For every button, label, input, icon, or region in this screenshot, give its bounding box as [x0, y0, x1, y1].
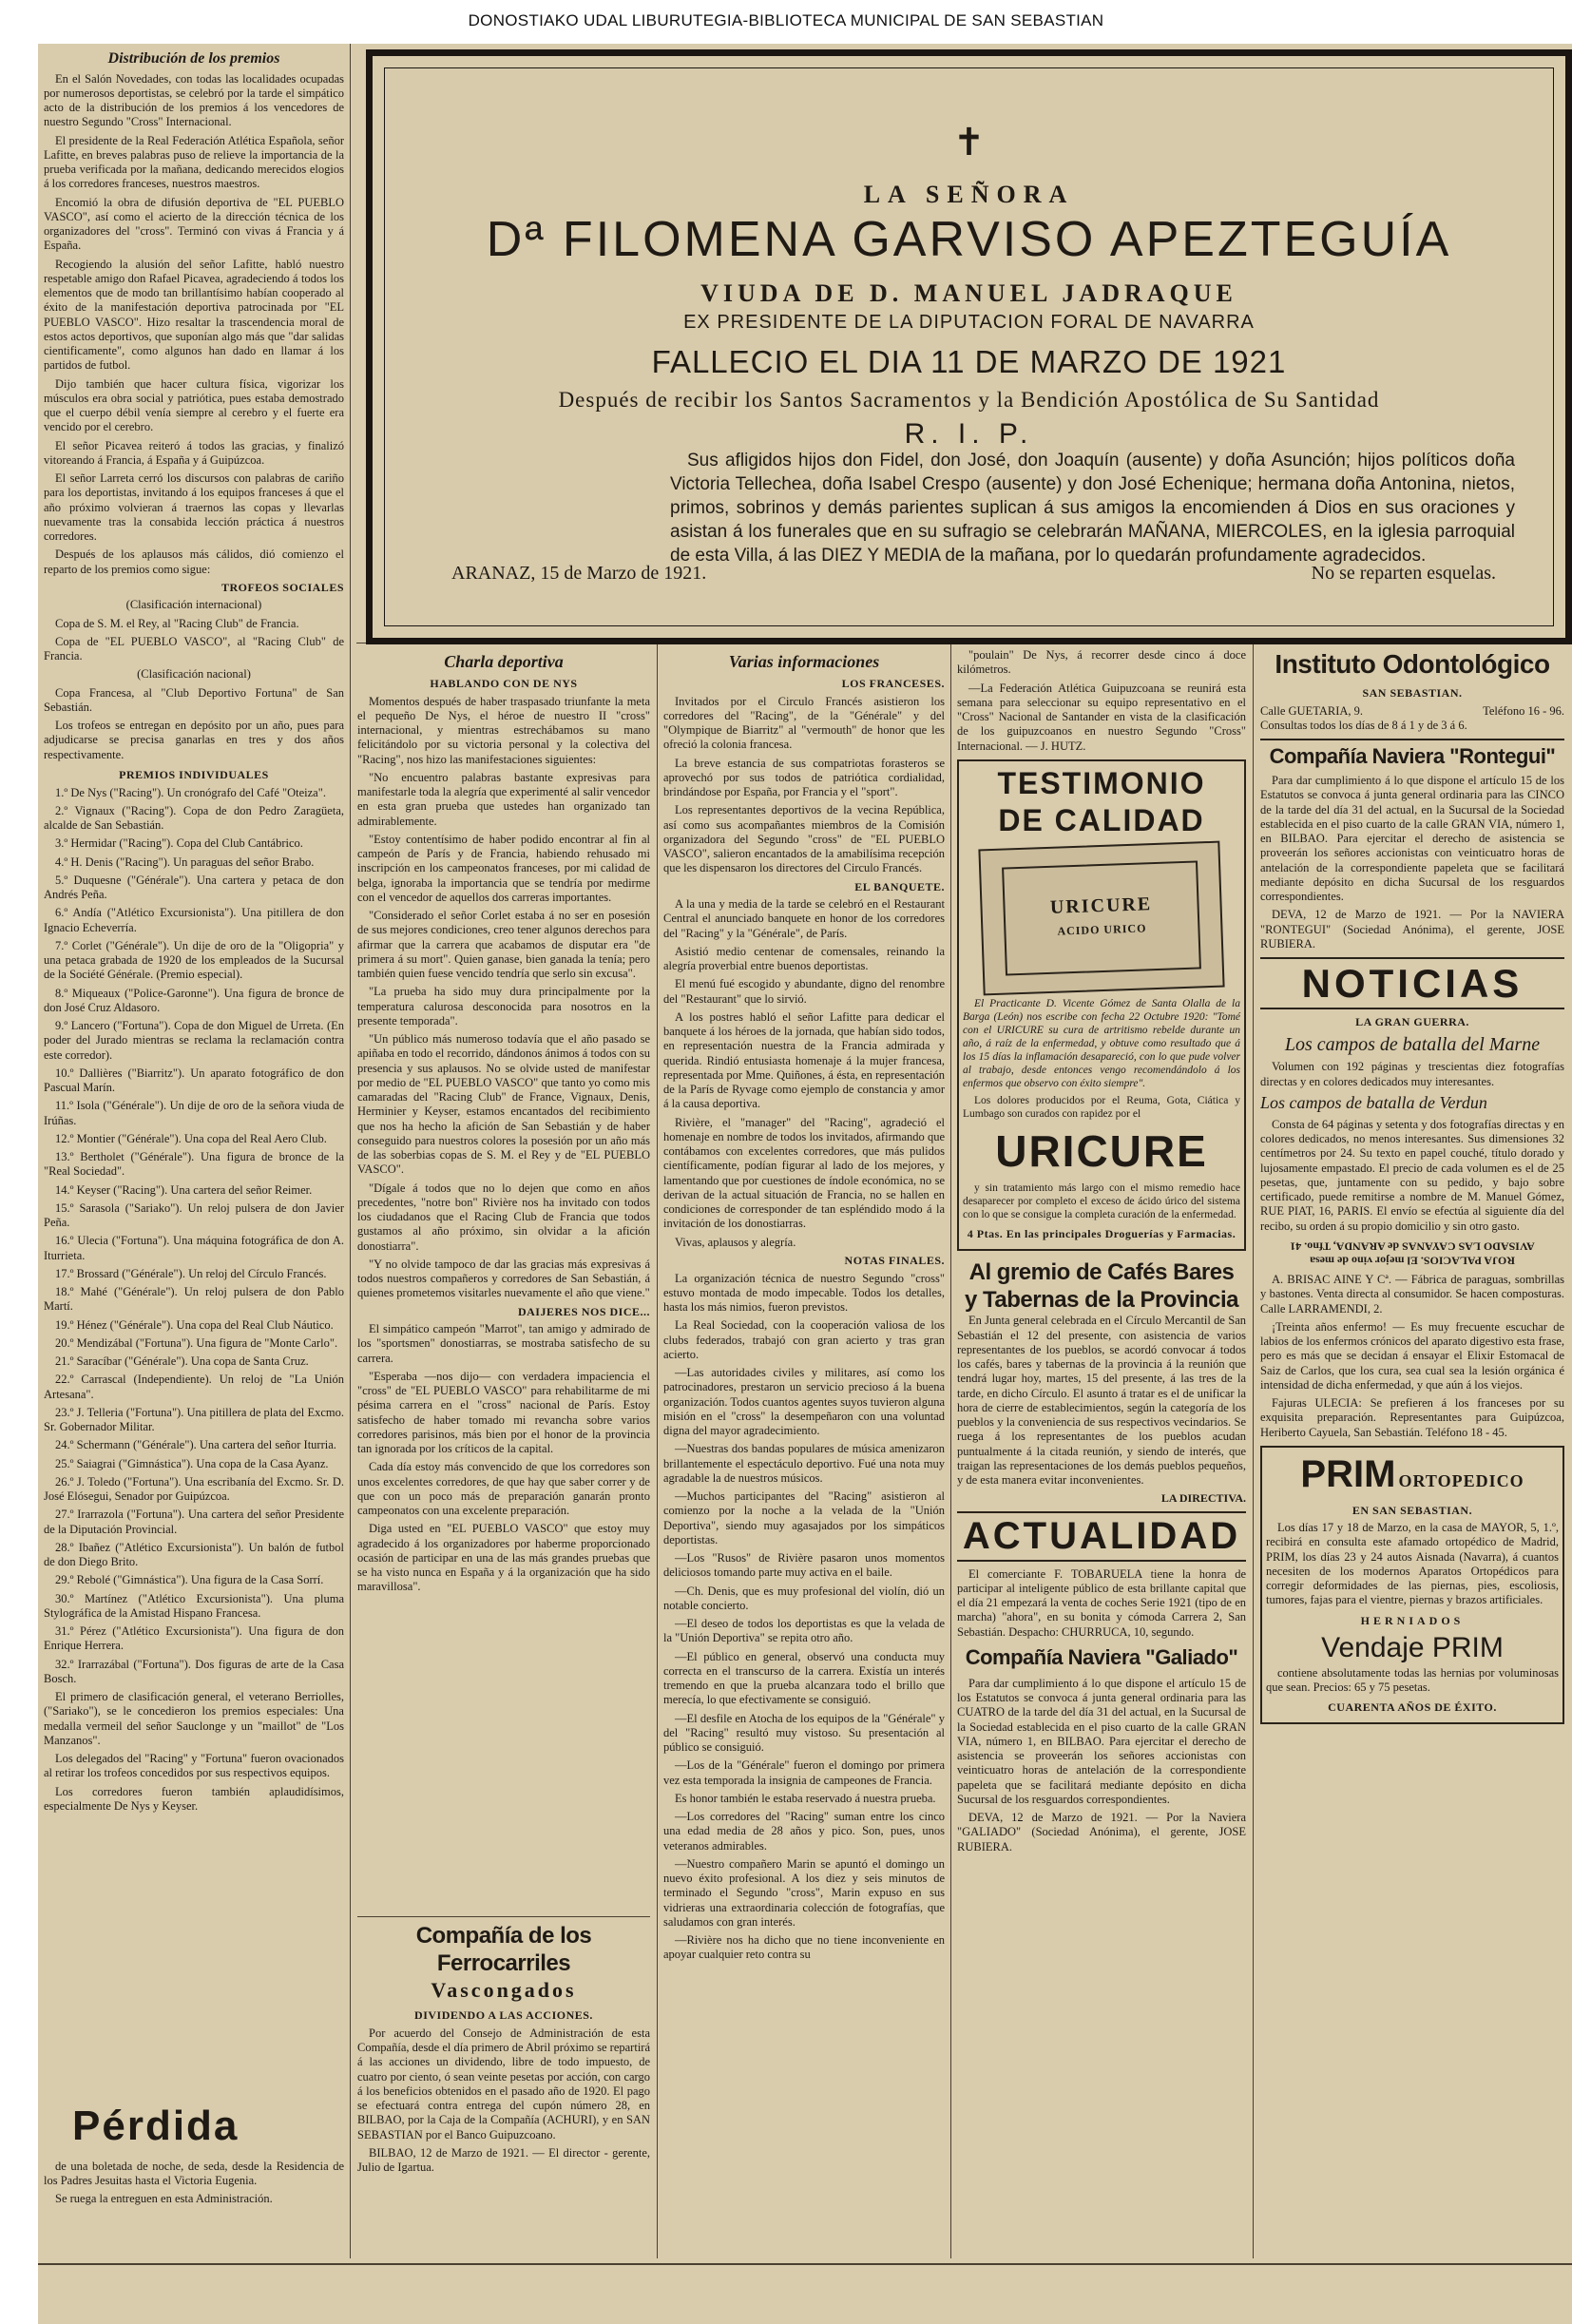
paragraph: El presidente de la Real Federación Atlética Española, señor Lafitte, en breves palabras puso de relieve la importancia de la prueba verificada por la mañana, dedicando merecidos elogios á los corredores franceses, nuestros maestros.: [44, 133, 344, 191]
paragraph: Los representantes deportivos de la vecina República, así como sus acompañantes miembros de la Comisión organizadora del Segundo "cross" de "EL PUEBLO VASCO", salieron encantados de la amabilísima recepción que les dispensaron los directores del Circulo Francés.: [663, 803, 945, 875]
obituary-frame: [384, 67, 1554, 626]
paragraph: —El desfile en Atocha de los equipos de la "Générale" y del "Racing" resultó muy vistoso. Su presentación al público se consiguió.: [663, 1711, 945, 1755]
subheading-banquete: EL BANQUETE.: [854, 879, 945, 893]
prize-item: 6.º Andía ("Atlético Excursionista"). Una pitillera de don Ignacio Echeverría.: [44, 906, 344, 934]
prize-item: El primero de clasificación general, el veterano Berriolles, ("Sariako"), se le concedieron los premios especiales: Una medalla vermeil del señor Sauclonge y un "maillot" de "Los Manzanos".: [44, 1690, 344, 1747]
inverted-line-2: AVISADO LAS CAYANAS de ARANDA, Tfno. 41: [1290, 1239, 1535, 1254]
obituary-place-date: ARANAZ, 15 de Marzo de 1921.: [451, 563, 707, 584]
bottom-rule: [38, 2263, 1572, 2265]
paragraph: "Esperaba —nos dijo— con verdadera impaciencia el "cross" de "EL PUEBLO VASCO" para rehabilitarme de mi pésima carrera en el "cross" nacional de París. Estoy satisfecho de haber tomado mi revancha sobre varios corredores parisinos, más bien por el honor de la provincia tan ignorada por los críticos de la capital.: [357, 1369, 650, 1456]
instituto-contact: [1260, 704, 1564, 719]
noticias-title: NOTICIAS: [1260, 957, 1564, 1009]
column-rule: [950, 643, 951, 2258]
prize-item: 4.º H. Denis ("Racing"). Un paraguas del señor Brabo.: [55, 855, 315, 869]
paragraph: de una boletada de noche, de seda, desde la Residencia de los Padres Jesuitas hasta el Victoria Eugenia.: [44, 2159, 344, 2187]
paragraph: A los postres habló el señor Lafitte para dedicar el banquete á los héroes de la jornada, que habían sido todos, en representación nuestra de la Francia admirada y querida. Rindió entusiasta homenaje á la mujer francesa, representada por Mme. Quiñones, á ésta, en representación de la París de Ryvage como ejemplo de constancia y amor á la causa deportiva.: [663, 1009, 945, 1111]
prize-item: 30.º Martínez ("Atlético Excursionista"). Una pluma Stylográfica de la Amistad Hispano Francesa.: [44, 1591, 344, 1620]
prim-city: EN SAN SEBASTIAN.: [1352, 1503, 1473, 1517]
paragraph: DEVA, 12 de Marzo de 1921. — Por la Naviera "GALIADO" (Sociedad Anónima), el gerente, JOSE RUBIERA.: [957, 1811, 1246, 1853]
paragraph: "La prueba ha sido muy dura principalmente por la temperatura calurosa desconocida para nosotros en la presente temporada".: [357, 985, 650, 1028]
subheading-premios: PREMIOS INDIVIDUALES: [119, 767, 269, 781]
prize-item: 19.º Hénez ("Générale"). Una copa del Real Club Náutico.: [55, 1317, 334, 1332]
paragraph: El señor Larreta cerró los discursos con palabras de cariño para los deportistas, invitando á los equipos franceses á que el año próximo volvieran á traernos las copas y llevarlas nuevamente tras la consabida lección práctica á nuestros corredores.: [44, 471, 344, 544]
prize-item: 9.º Lancero ("Fortuna"). Copa de don Miguel de Urreta. (En poder del Jurado mientras se reclama la reclamación contra este corredor).: [44, 1019, 344, 1062]
prize-item: 28.º Ibañez ("Atlético Excursionista"). Un balón de futbol de don Diego Brito.: [44, 1540, 344, 1569]
paragraph: —Los de la "Générale" fueron el domingo por primera vez esta temporada la insignia de campeones de Francia.: [663, 1758, 945, 1787]
paragraph: La breve estancia de sus compatriotas forasteros se aprovechó por sus todos de patriótica cordialidad, brindándose por España, por Francia y el "sport".: [663, 756, 945, 799]
obituary-sacraments: Después de recibir los Santos Sacramentos y la Bendición Apostólica de Su Santidad: [558, 388, 1380, 412]
paragraph: El comerciante F. TOBARUELA tiene la honra de participar al inteligente público de esta brillante capital que el día 21 empezará la venta de coches Serie 1921 (tipo de en marcha) "ahora", en su bonita y cómoda Carrera 2, San Sebastián. Despacho: CHURRUCA, 10, segundo.: [957, 1566, 1246, 1639]
prize-item: 29.º Rebolé ("Gimnástica"). Una figura de la Casa Sorrí.: [55, 1573, 324, 1587]
paragraph: La Real Sociedad, con la cooperación valiosa de los clubs federados, trabajó con gran acierto y tras gran acierto.: [663, 1318, 945, 1361]
paragraph: Por acuerdo del Consejo de Administración de esta Compañía, desde el día primero de Abril próximo se repartirá á las acciones un dividendo, libre de todo impuesto, de cuatro por ciento, ó sean veinte pesetas por acción, con cargo á los beneficios obtenidos en el pasado año de 1920. El pago se efectuará contra entrega del cupón número 28, en BILBAO, por la Caja de la Compañía (ACHURI), y en SAN SEBASTIAN por el Banco Guipuzcoano.: [357, 2026, 650, 2142]
prize-item: 3.º Hermidar ("Racing"). Copa del Club Cantábrico.: [55, 836, 303, 851]
paragraph: Los dolores producidos por el Reuma, Gota, Ciática y Lumbago son curados con rapidez por el: [963, 1094, 1240, 1120]
column-4: [957, 648, 1246, 2258]
prim-vendaje: Vendaje PRIM: [1321, 1632, 1504, 1664]
box-label-1: URICURE: [1049, 893, 1153, 918]
galiado-title: Compañía Naviera "Galiado": [965, 1644, 1238, 1669]
column-3: [663, 648, 945, 2258]
subheading-trofeos: TROFEOS SOCIALES: [220, 580, 344, 594]
prize-item: 1.º De Nys ("Racing"). Un cronógrafo del Café "Oteiza".: [55, 785, 326, 799]
charla-title: Charla deportiva: [444, 652, 564, 671]
paragraph: El menú fué escogido y abundante, digno del renombre del "Restaurant" que lo sirvió.: [663, 977, 945, 1006]
uricure-price: 4 Ptas. En las principales Droguerías y Farmacias.: [967, 1227, 1237, 1241]
paragraph: —La Federación Atlética Guipuzcoana se reunirá esta semana para seleccionar su equipo representativo en el "Cross" Nacional de Santander en vista de la clasificación de los guipuzcoanos en nuestro Segundo "Cross" Internacional. — J. HUTZ.: [957, 681, 1246, 753]
column-rule: [350, 44, 351, 2258]
paragraph: —Rivière nos ha dicho que no tiene inconveniente en apoyar cualquier reto contra su: [663, 1933, 945, 1962]
box-label-2: ACIDO URICO: [1057, 921, 1147, 938]
gremio-title: Al gremio de Cafés Bares: [968, 1258, 1235, 1285]
paragraph: A la una y media de la tarde se celebró en el Restaurant Central el anunciado banquete en honor de los corredores del "Racing" y la "Générale", de París.: [663, 897, 945, 940]
paragraph: contiene absolutamente todas las hernias por voluminosas que sean. Precios: 65 y 75 pesetas.: [1266, 1665, 1559, 1695]
gremio-title-2: y Tabernas de la Provincia: [964, 1287, 1239, 1313]
prize-item: 25.º Saiagrai ("Gimnástica"). Una copa de la Casa Ayanz.: [55, 1456, 329, 1470]
prize-item: 14.º Keyser ("Racing"). Una cartera del señor Reimer.: [55, 1182, 313, 1197]
obituary-widow-line: VIUDA DE D. MANUEL JADRAQUE: [700, 279, 1237, 307]
paragraph: Volumen con 192 páginas y trescientas diez fotografías directas y en colores dedicados muy interesantes.: [1260, 1060, 1564, 1088]
prize-item: 17.º Brossard ("Générale"). Un reloj del Círculo Francés.: [55, 1266, 327, 1280]
paragraph: "Considerado el señor Corlet estaba á no ser en posesión de sus mejores condiciones, creo tener algunos derechos para afirmar que la carrera que acabamos de disputar era "de primera á su mort". Quien ganase, bien ganada la tenía; pero también quien fuese vencido tendría que serlo sin excusa".: [357, 909, 650, 981]
marne-head: Los campos de batalla del Marne: [1284, 1033, 1541, 1055]
paragraph: Dijo también que hacer cultura física, vigorizar los músculos era obra social y patriótica, pues estaba demostrado que el cuerpo débil venía siempre al cerebro y el fuerte era vencido por el cerebro.: [44, 376, 344, 434]
prize-item: 8.º Miqueaux ("Police-Garonne"). Una figura de bronce de don José Cruz Aldasoro.: [44, 986, 344, 1014]
premios-title: Distribución de los premios: [107, 50, 280, 67]
uricure-box-label: [1002, 860, 1201, 975]
actualidad-title: ACTUALIDAD: [957, 1511, 1246, 1562]
prize-item: 10.º Dallières ("Biarritz"). Un aparato fotográfico de don Pascual Marín.: [44, 1066, 344, 1095]
paragraph: "No encuentro palabras bastante expresivas para manifestarle toda la alegría que experimenté al salir vencedor en esta gran prueba que ustedes han organizado tan admirablemente.: [357, 770, 650, 828]
column-5: [1260, 648, 1564, 2258]
paragraph: Copa de "EL PUEBLO VASCO", al "Racing Club" de Francia.: [44, 634, 344, 663]
prize-item: 5.º Duquesne ("Générale"). Una cartera y petaca de don Andrés Peña.: [44, 873, 344, 902]
prim-title: PRIM: [1300, 1452, 1396, 1495]
paragraph: El señor Picavea reiteró á todos las gracias, y finalizó vitoreando á Francia, á España y á Guipúzcoa.: [44, 438, 344, 467]
prize-item: 11.º Isola ("Générale"). Un dije de oro de la señora viuda de Irúñas.: [44, 1099, 344, 1127]
paragraph: Es honor también le estaba reservado á nuestra prueba.: [675, 1791, 936, 1805]
obituary-death-date: FALLECIO EL DIA 11 DE MARZO DE 1921: [651, 344, 1287, 379]
paragraph: —Nuestras dos bandas populares de música amenizaron brillantemente el espectáculo deportivo. Fué una nota muy agradable la de nuestros músicos.: [663, 1442, 945, 1485]
paragraph: —Ch. Denis, que es muy profesional del violín, dió un notable concierto.: [663, 1584, 945, 1612]
ferrocarriles-ad: [357, 1922, 650, 2258]
paragraph: —Muchos participantes del "Racing" asistieron al comienzo por la noche a la velada de la "Unión Deportiva", siendo muy agasajados por los simpáticos deportistas.: [663, 1489, 945, 1546]
verdun-head: Los campos de batalla de Verdun: [1260, 1092, 1487, 1112]
paragraph: "Un público más numeroso todavía que el año pasado se apiñaba en todo el recorrido, dándonos ánimos á todos con su presencia y sus aplausos. No se olvide usted de manifestar por medio de "EL PUEBLO VASCO" que tanto yo como mis camaradas del "Racing Club" de France, Vignaux, Denis, Herminier y Keyser, estamos encantados del recibimiento que nos ha hecho la afición de San Sebastián y de haber conseguido para nuestros colores la posesión por un año más de las soberbias copas de S. M. el Rey y de "EL PUEBLO VASCO".: [357, 1032, 650, 1177]
paragraph: y sin tratamiento más largo con el mismo remedio hace desaparecer por completo el exceso de ácido úrico del sistema con lo que se consigue la completa curación de la enfermedad.: [963, 1182, 1240, 1221]
paragraph: Consta de 64 páginas y setenta y dos fotografías directas y en colores dedicados, no menos interesantes. Sus dimensiones 32 centímetros por 24. Su texto en papel couché, título dorado y lujosamente empastado. El precio de cada volumen es el de 25 pesetas, que, juntamente con su pedido, y bajo sobre certificado, puede remitirse a nombre de M. Manuel Gómez, RUE PIAT, 16, PARIS. El envío se efectúa al siguiente día del recibo, su orden á su propio domicilio y sin otro gasto.: [1260, 1117, 1564, 1233]
ad-rule: [357, 1916, 650, 1917]
paragraph: Después de los aplausos más cálidos, dió comienzo el reparto de los premios como sigue:: [44, 547, 344, 576]
obituary-ex-president: EX PRESIDENTE DE LA DIPUTACION FORAL DE NAVARRA: [683, 312, 1255, 333]
prize-item: 15.º Sarasola ("Sariako"). Un reloj pulsera de don Javier Peña.: [44, 1200, 344, 1230]
instituto-address: Calle GUETARIA, 9.: [1260, 703, 1364, 718]
prize-item: Los corredores fueron también aplaudidísimos, especialmente De Nys y Keyser.: [44, 1784, 344, 1813]
paragraph: —Los corredores del "Racing" suman entre los cinco una edad media de 28 años y pico. Son, pues, unos veteranos admirables.: [663, 1810, 945, 1853]
prize-item: 12.º Montier ("Générale"). Una copa del Real Aero Club.: [55, 1131, 327, 1145]
ferro-caption: DIVIDENDO A LAS ACCIONES.: [414, 2008, 593, 2023]
prize-item: 26.º J. Toledo ("Fortuna"). Una escribanía del Excmo. Sr. D. José Elósegui, Senador por Guipúzcoa.: [44, 1474, 344, 1504]
prize-item: 22.º Carrascal (Independiente). Un reloj de "La Unión Artesana".: [44, 1373, 344, 1401]
prize-item: 7.º Corlet ("Générale"). Un dije de oro de la "Oligopria" y una petaca grabada de 1920 de los empleados de la Sucursal de la Société Générale. (Premio especial).: [44, 938, 344, 982]
testimonio-title-2: DE CALIDAD: [998, 802, 1205, 837]
paragraph: Vivas, aplausos y alegría.: [675, 1235, 796, 1249]
prize-item: 18.º Mahé ("Générale"). Un reloj pulsera de don Pablo Martí.: [44, 1285, 344, 1314]
instituto-phone: Teléfono 16 - 96.: [1483, 703, 1564, 718]
perdida-title: Pérdida: [72, 2103, 240, 2149]
paragraph: Cada día estoy más convencido de que los corredores son unos excelentes corredores, de que hay que saber correr y de que con un poco más de preparación ganarán pronto campeonatos con una excelente preparación.: [357, 1460, 650, 1518]
paragraph: En el Salón Novedades, con todas las localidades ocupadas por numerosos deportistas, se celebró por la tarde el simpático acto de la distribución de los premios á los vencedores de nuestro Segundo "Cross" Internacional.: [44, 71, 344, 129]
prize-item: 21.º Saracíbar ("Générale"). Una copa de Santa Cruz.: [55, 1354, 309, 1369]
prize-item: 2.º Vignaux ("Racing"). Copa de don Pedro Zaragüeta, alcalde de San Sebastián.: [44, 803, 344, 833]
uricure-box-image: [978, 840, 1224, 995]
column-rule: [1253, 643, 1254, 2258]
prim-ad: [1260, 1446, 1564, 1724]
paragraph: Para dar cumplimiento á lo que dispone el artículo 15 de los Estatutos se convoca á junta general ordinaria para las CINCO de la tarde del día 31 del actual, en la Sucursal de la Sociedad establecida en el piso cuarto de la calle GRAN VIA, número 1, en BILBAO. Para ejercitar el derecho de asistencia se proveerán los señores accionistas con veinticuatro horas de antelación de la correspondiente papeleta que se facilitará mediante depósito en dicha Sucursal de los resguardos correspondientes.: [1260, 774, 1564, 904]
paragraph: El Practicante D. Vicente Gómez de Santa Olalla de la Barga (León) nos escribe con fecha 22 Octubre 1920: "Tomé con el URICURE su cura de artritismo rebelde durante un año, á raíz de la enfermedad, y obtuve como resultado que á los 15 días la inflamación desapareció, con lo que pude volver al trabajo, desde entonces vengo recomendándolo á los enfermos que observo con éxito siempre".: [963, 997, 1240, 1089]
paragraph: —El público en general, observó una conducta muy correcta en el transcurso de la carrera. Existía un interés tremendo en que la prueba alcanzara todo el brillo que merecía, lo que efectivamente se consiguió.: [663, 1649, 945, 1707]
paragraph: Asistió medio centenar de comensales, reinando la alegría proverbial entre buenos deportistas.: [663, 944, 945, 973]
subheading-franceses: LOS FRANCESES.: [841, 676, 945, 690]
prize-item: 24.º Schermann ("Générale"). Una cartera del señor Iturria.: [55, 1438, 336, 1452]
instituto-title: Instituto Odontológico: [1275, 649, 1550, 679]
ferro-title: Compañía de los Ferrocarriles: [415, 1923, 592, 1977]
newspaper-page: [38, 44, 1572, 2324]
column-1: [44, 46, 344, 2260]
paragraph: Para dar cumplimiento á lo que dispone el artículo 15 de los Estatutos se convoca á junta general ordinaria para las CUATRO de la tarde del día 31 del actual, en la Sucursal de la Sociedad establecida en el piso cuarto de la calle GRAN VIA, número 1, en BILBAO. Para ejercitar el derecho de asistencia se proveerán los señores accionistas con veinticuatro horas de antelación de la correspondiente papeleta que se facilitará mediante depósito en dicha Sucursal de los resguardos correspondientes.: [957, 1676, 1246, 1806]
obituary-line-la-senora: LA SEÑORA: [863, 181, 1075, 208]
paragraph: En Junta general celebrada en el Círculo Mercantil de San Sebastián el 12 del presente, con asistencia de varios representantes de los pueblos, se acordó convocar á todos los cafés, bares y tabernas de la provincia á la reunión que tendrá lugar hoy, martes, 15 del presente, á las tres de la tarde, en dicho Círculo. El asunto á tratar es el de unificar la hora de cierre de establecimientos, según la categoría de los pueblos y la conveniencia de sus respectivos vecindarios. Se ruega á los representantes de los pueblos acudan puntualmente á la citada reunión, y siendo de interés, que traigan las representaciones de los demás pueblos pequeños, y de esta manera evitar inconvenientes.: [957, 1314, 1246, 1488]
prim-herniados: HERNIADOS: [1360, 1613, 1465, 1627]
paragraph: Los días 17 y 18 de Marzo, en la casa de MAYOR, 5, 1.º, recibirá en consulta este afamado ortopédico de Madrid, PRIM, los días 23 y 24 autos Aisnada (Navarra), á cuantos necesiten de los modernos Aparatos Ortopédicos para corregir deformidades de las piernas, pies, escoliosis, tumores, fajas para el vientre, piernas y brazos artificiales.: [1266, 1521, 1559, 1607]
paragraph: A. BRISAC AINE Y Cª. — Fábrica de paraguas, sombrillas y bastones. Venta directa al consumidor. Se hacen composturas. Calle LARRAMENDI, 2.: [1260, 1273, 1564, 1316]
column-2: [357, 648, 650, 1912]
paragraph: —Los "Rusos" de Rivière pasaron unos momentos deliciosos tomando parte muy activa en el baile.: [663, 1551, 945, 1580]
paragraph: —Nuestro compañero Marin se apuntó el domingo un nuevo éxito profesional. A los diez y seis minutos de terminado el Segundo "cross", Marin expuso en sus vidrieras una extraordinaria colección de fotografías, que saludamos con gran interés.: [663, 1856, 945, 1929]
paragraph: —Las autoridades civiles y militares, así como los patrocinadores, prestaron un servicio precioso á la buena organización. Todos cuantos agentes suyos tuvieron alguna misión en el "cross" la desempeñaron con una voluntad digna del mayor agradecimiento.: [663, 1366, 945, 1438]
noticias-subtitle: LA GRAN GUERRA.: [1355, 1015, 1469, 1029]
paragraph: Recogiendo la alusión del señor Lafitte, habló nuestro respetable amigo don Rafael Picavea, agradeciendo á todos los elementos que de modo tan brillantísimo habían cooperado al éxito de la manifestación deportiva patrocinada por "EL PUEBLO VASCO". Hizo resaltar la trascendencia moral de estos actos deportivos, que suponían algo más que "dar salidas cientificamente", como algunos han dado en llamar á los partidos de futbol.: [44, 257, 344, 373]
prize-item: 13.º Bertholet ("Générale"). Una figura de bronce de la "Real Sociedad".: [44, 1150, 344, 1179]
perdida-notice: [44, 2097, 344, 2258]
upside-down-ad: [1260, 1239, 1564, 1267]
prize-item: 20.º Mendizábal ("Fortuna"). Una figura de "Monte Carlo".: [55, 1335, 338, 1350]
paragraph: Fajuras ULECIA: Se prefieren á los franceses por su exquisita preparación. Representantes para Guipúzcoa, Heriberto Cayuela, San Sebastián. Teléfono 18 - 45.: [1260, 1396, 1564, 1439]
paragraph: (Clasificación nacional): [137, 667, 251, 682]
varias-title: Varias informaciones: [728, 652, 880, 671]
paragraph: "Y no olvide tampoco de dar las gracias más expresivas á todos nuestros compañeros y corredores de San Sebastián, á quienes prometemos visitarles nuevamente el año que viene.": [357, 1257, 650, 1300]
subheading-notas: NOTAS FINALES.: [844, 1253, 945, 1267]
paragraph: "Estoy contentísimo de haber podido encontrar al fin al campeón de París y de Francia, habiendo rehusado mi inscripción en los campeonatos franceses, por mi calidad de belga, ignoraba la importancia que se tendría por medirme con el vencedor de aquellos dos carreras importantes.: [357, 832, 650, 904]
inverted-line-1: ROJA PALACIOS. El mejor vino de mesa: [1310, 1254, 1515, 1268]
paragraph: BILBAO, 12 de Marzo de 1921. — El director - gerente, Julio de Igartua.: [357, 2145, 650, 2175]
obituary-name: Dª FILOMENA GARVISO APEZTEGUÍA: [486, 212, 1452, 267]
cross-icon: ✝: [952, 121, 986, 163]
gremio-signature: LA DIRECTIVA.: [1160, 1491, 1246, 1506]
instituto-hours: Consultas todos los días de 8 á 1 y de 3 á 6.: [1260, 719, 1467, 733]
prize-item: Los delegados del "Racing" y "Fortuna" fueron ovacionados al retirar los trofeos concedidos por sus respectivos equipos.: [44, 1752, 344, 1780]
obituary-rip: R. I. P.: [904, 418, 1034, 450]
paragraph: —El deseo de todos los deportistas es que la velada de la "Unión Deportiva" se repita otro año.: [663, 1617, 945, 1645]
paragraph: Copa Francesa, al "Club Deportivo Fortuna" de San Sebastián.: [44, 685, 344, 714]
paragraph: Invitados por el Circulo Francés asistieron los corredores del "Racing", de la "Générale" y del "Olympique de Biarritz" al "vermouth" de honor que les ofreció la colonia francesa.: [663, 694, 945, 752]
paragraph: ¡Treinta años enfermo! — Es muy frecuente escuchar de labios de los enfermos crónicos del aparato digestivo esta frase, pero es más que se decidan á ensayar el Elixir Estomacal de Saiz de Carlos, que los cura, sea cual sea la lesión orgánica é intensidad de dicha enfermedad, y que aún á los viejos.: [1260, 1319, 1564, 1392]
paragraph: DEVA, 12 de Marzo de 1921. — Por la NAVIERA "RONTEGUI" (Sociedad Anónima), el gerente, JOSE RUBIERA.: [1260, 908, 1564, 951]
column-rule: [657, 643, 658, 2258]
paragraph: La organización técnica de nuestro Segundo "cross" estuvo montada de modo impecable. Todos los detalles, hasta los más nimios, fueron previstos.: [663, 1271, 945, 1315]
paragraph: (Clasificación internacional): [125, 598, 262, 612]
paragraph: Se ruega la entreguen en esta Administración.: [55, 2192, 273, 2206]
subheading-de-nys: HABLANDO CON DE NYS: [430, 676, 578, 690]
paragraph: Rivière, el "manager" del "Racing", agradeció el homenaje en nombre de todos los invitados, afirmando que contábamos con excelentes corredores, que más pulidos científicamente, podían figurar al lado de los mejores, y lamentando que por cuestiones de índole económica, no se derivan de la actual situación de Francia, no se hallen en condiciones de corresponder de tan espléndido modo á la invitación de los donostiarras.: [663, 1115, 945, 1231]
prize-item: 31.º Pérez ("Atlético Excursionista"). Una figura de don Enrique Herrera.: [44, 1624, 344, 1653]
prize-item: 23.º J. Telleria ("Fortuna"). Una pitillera de plata del Excmo. Sr. Gobernador Militar.: [44, 1405, 344, 1434]
testimonio-title: TESTIMONIO: [997, 765, 1206, 800]
archive-header: DONOSTIAKO UDAL LIBURUTEGIA-BIBLIOTECA MUNICIPAL DE SAN SEBASTIAN: [0, 0, 1572, 42]
paragraph: "poulain" De Nys, á recorrer desde cinco á doce kilómetros.: [957, 648, 1246, 677]
paragraph: El simpático campeón "Marrot", tan amigo y admirado de los "sportsmen" donostiarras, se mostraba satisfecho de su carrera.: [357, 1322, 650, 1365]
prize-item: 27.º Irarrazola ("Fortuna"). Una cartera del señor Presidente de la Diputación Provincial.: [44, 1508, 344, 1536]
prim-footer: CUARENTA AÑOS DE ÉXITO.: [1328, 1700, 1497, 1715]
prim-subtitle: ORTOPEDICO: [1398, 1470, 1524, 1490]
prize-item: 32.º Irarrazábal ("Fortuna"). Dos figuras de arte de la Casa Bosch.: [44, 1657, 344, 1685]
paragraph: "Dígale á todos que no lo dejen que como en años precedentes, "notre bon" Rivière nos ha invitado con todos los ciudadanos que el Racing Club de Francia que todos gustamos al año próximo, sin olvidar a la afición donostiarra".: [357, 1181, 650, 1253]
paragraph: Encomió la obra de difusión deportiva de "EL PUEBLO VASCO", así como el acierto de la dirección técnica de los organizadores del "cross". Terminó con vivas á Francia y á España.: [44, 195, 344, 253]
paragraph: Los trofeos se entregan en depósito por un año, pues para adjudicarse se precisa ganarlas en tres y dos años respectivamente.: [44, 719, 344, 761]
prim-heading: [1266, 1451, 1559, 1498]
prize-item: 16.º Ulecia ("Fortuna"). Una máquina fotográfica de don A. Iturrieta.: [44, 1234, 344, 1262]
uricure-ad: [957, 759, 1246, 1251]
ferro-subtitle: Vascongados: [431, 1977, 577, 2002]
paragraph: Momentos después de haber traspasado triunfante la meta el pequeño De Nys, el héroe de nuestro II "cross" internacional, y mientras estrechábamos su mano felicitándolo por su victoria personal y la colectiva del "Racing", nos hizo las manifestaciones siguientes:: [357, 694, 650, 766]
obituary-note: No se reparten esquelas.: [1311, 563, 1496, 584]
uricure-big-title: URICURE: [995, 1125, 1208, 1176]
paragraph: Diga usted en "EL PUEBLO VASCO" que estoy muy agradecido á los organizadores por haberme proporcionado ocasión de participar en una de las más grandes pruebas que se ha visto nunca en España y á la organización que ha sido maravillosa".: [357, 1522, 650, 1594]
obituary-notice: [366, 49, 1572, 644]
obituary-body: Sus afligidos hijos don Fidel, don José, don Joaquín (ausente) y doña Asunción; hijos políticos doña Victoria Tellechea, doña Isabel Crespo (ausente) y don José Echenique; hermana doña Antonina, nietos, primos, sobrinos y demás parientes suplican á sus amigos la encomienden á Dios en sus oraciones y asistan á los funerales que en su sufragio se celebrarán MAÑANA, MIERCOLES, en la iglesia parroquial de esta Villa, á las DIEZ Y MEDIA de la mañana, por lo quedarán profundamente agradecidos.: [670, 451, 1515, 567]
instituto-city: SAN SEBASTIAN.: [1362, 686, 1463, 701]
subheading-daijeres: DAIJERES NOS DICE...: [517, 1304, 650, 1318]
paragraph: Copa de S. M. el Rey, al "Racing Club" de Francia.: [55, 616, 299, 630]
rontegui-title: Compañía Naviera "Rontegui": [1260, 739, 1564, 770]
